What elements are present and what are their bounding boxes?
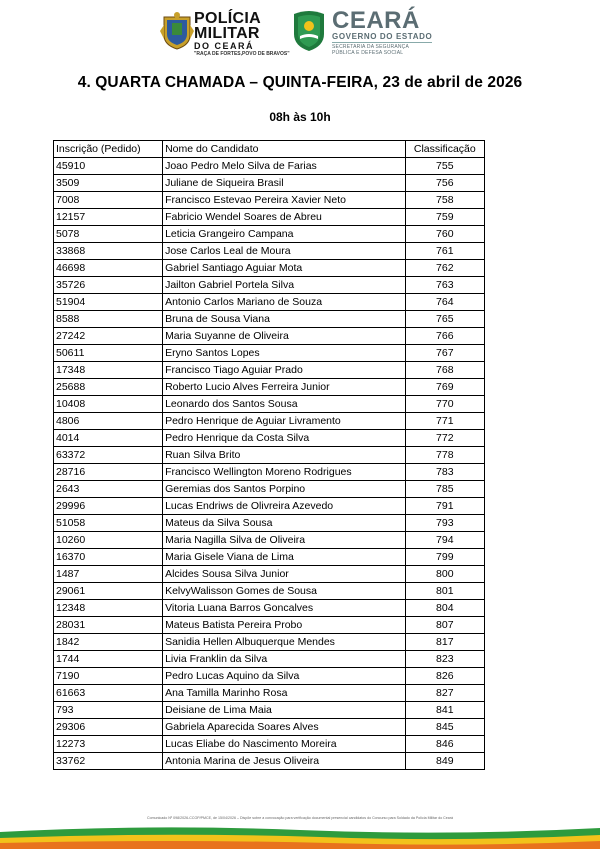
cell-registration: 1842: [54, 634, 163, 651]
table-row: [54, 685, 485, 702]
table-row: [54, 481, 485, 498]
cell-candidate-name: Lucas Eliabe do Nascimento Moreira: [163, 736, 406, 753]
cell-rank: 841: [405, 702, 484, 719]
table-row: [54, 736, 485, 753]
table-row: [54, 192, 485, 209]
cell-registration: 27242: [54, 328, 163, 345]
cell-registration: 1744: [54, 651, 163, 668]
table-row: [54, 277, 485, 294]
cell-rank: 762: [405, 260, 484, 277]
cell-rank: 778: [405, 447, 484, 464]
table-row: [54, 617, 485, 634]
cell-rank: 823: [405, 651, 484, 668]
cell-registration: 45910: [54, 158, 163, 175]
schedule-time: 08h às 10h: [269, 110, 331, 124]
cell-candidate-name: Sanidia Hellen Albuquerque Mendes: [163, 634, 406, 651]
cell-registration: 4014: [54, 430, 163, 447]
cell-candidate-name: Juliane de Siqueira Brasil: [163, 175, 406, 192]
table-row: [54, 515, 485, 532]
table-row: [54, 362, 485, 379]
cell-registration: 7190: [54, 668, 163, 685]
pm-line1: POLÍCIA: [194, 10, 261, 27]
table-row: [54, 600, 485, 617]
cell-rank: 767: [405, 345, 484, 362]
cell-candidate-name: Maria Gisele Viana de Lima: [163, 549, 406, 566]
cell-registration: 63372: [54, 447, 163, 464]
cell-registration: 10408: [54, 396, 163, 413]
cell-candidate-name: Leticia Grangeiro Campana: [163, 226, 406, 243]
cell-registration: 29061: [54, 583, 163, 600]
table-row: [54, 379, 485, 396]
cell-registration: 61663: [54, 685, 163, 702]
cell-registration: 46698: [54, 260, 163, 277]
table-row: [54, 328, 485, 345]
cell-candidate-name: Fabricio Wendel Soares de Abreu: [163, 209, 406, 226]
ceara-government: GOVERNO DO ESTADO: [332, 32, 433, 41]
table-row: [54, 311, 485, 328]
cell-rank: 845: [405, 719, 484, 736]
ceara-secretariat-line1: SECRETARIA DA SEGURANÇA: [332, 44, 410, 50]
pm-slogan: "RAÇA DE FORTES,POVO DE BRAVOS": [194, 51, 290, 57]
table-row: [54, 430, 485, 447]
cell-candidate-name: Vitoria Luana Barros Goncalves: [163, 600, 406, 617]
cell-registration: 16370: [54, 549, 163, 566]
ceara-secretariat-line2: PÚBLICA E DEFESA SOCIAL: [332, 50, 404, 56]
table-row: [54, 549, 485, 566]
cell-registration: 33762: [54, 753, 163, 770]
table-row: [54, 209, 485, 226]
cell-rank: 846: [405, 736, 484, 753]
cell-registration: 33868: [54, 243, 163, 260]
table-row: [54, 175, 485, 192]
cell-rank: 769: [405, 379, 484, 396]
cell-rank: 785: [405, 481, 484, 498]
cell-registration: 29996: [54, 498, 163, 515]
table-row: [54, 158, 485, 175]
cell-registration: 4806: [54, 413, 163, 430]
cell-candidate-name: Antonia Marina de Jesus Oliveira: [163, 753, 406, 770]
cell-candidate-name: Deisiane de Lima Maia: [163, 702, 406, 719]
cell-candidate-name: Lucas Endriws de Olivreira Azevedo: [163, 498, 406, 515]
table-row: [54, 260, 485, 277]
cell-candidate-name: Maria Nagilla Silva de Oliveira: [163, 532, 406, 549]
cell-rank: 763: [405, 277, 484, 294]
cell-rank: 761: [405, 243, 484, 260]
table-row: [54, 226, 485, 243]
cell-rank: 771: [405, 413, 484, 430]
cell-registration: 12157: [54, 209, 163, 226]
table-row: [54, 447, 485, 464]
cell-rank: 768: [405, 362, 484, 379]
page-header: [150, 8, 450, 56]
cell-registration: 51904: [54, 294, 163, 311]
table-row: [54, 702, 485, 719]
cell-candidate-name: Leonardo dos Santos Sousa: [163, 396, 406, 413]
cell-candidate-name: Francisco Tiago Aguiar Prado: [163, 362, 406, 379]
table-row: [54, 396, 485, 413]
column-header-registration: Inscrição (Pedido): [54, 141, 163, 158]
cell-rank: 849: [405, 753, 484, 770]
cell-registration: 17348: [54, 362, 163, 379]
cell-rank: 764: [405, 294, 484, 311]
table-row: [54, 345, 485, 362]
table-row: [54, 753, 485, 770]
table-row: [54, 532, 485, 549]
table-row: [54, 413, 485, 430]
cell-registration: 793: [54, 702, 163, 719]
cell-registration: 28716: [54, 464, 163, 481]
ceara-divider: [332, 42, 432, 43]
cell-rank: 766: [405, 328, 484, 345]
cell-rank: 783: [405, 464, 484, 481]
cell-candidate-name: Livia Franklin da Silva: [163, 651, 406, 668]
table-row: [54, 719, 485, 736]
cell-rank: 804: [405, 600, 484, 617]
cell-candidate-name: Francisco Estevao Pereira Xavier Neto: [163, 192, 406, 209]
cell-candidate-name: Roberto Lucio Alves Ferreira Junior: [163, 379, 406, 396]
cell-rank: 807: [405, 617, 484, 634]
cell-candidate-name: Pedro Lucas Aquino da Silva: [163, 668, 406, 685]
cell-registration: 28031: [54, 617, 163, 634]
cell-rank: 817: [405, 634, 484, 651]
footer-note: Comunicado Nº 098/2026-CCOP/PMCE, de 15/04/2026 – Dispõe sobre a convocação para verificação documental presencial candidatos do Concurso para Soldado da Polícia Militar do Ceará: [147, 816, 453, 820]
cell-rank: 801: [405, 583, 484, 600]
table-row: [54, 583, 485, 600]
cell-candidate-name: Gabriel Santiago Aguiar Mota: [163, 260, 406, 277]
table-row: [54, 668, 485, 685]
cell-candidate-name: Mateus Batista Pereira Probo: [163, 617, 406, 634]
cell-candidate-name: Joao Pedro Melo Silva de Farias: [163, 158, 406, 175]
cell-rank: 772: [405, 430, 484, 447]
cell-rank: 793: [405, 515, 484, 532]
column-header-rank: Classificação: [405, 141, 484, 158]
cell-rank: 826: [405, 668, 484, 685]
cell-candidate-name: Alcides Sousa Silva Junior: [163, 566, 406, 583]
cell-rank: 759: [405, 209, 484, 226]
table-row: [54, 566, 485, 583]
table-row: [54, 651, 485, 668]
cell-rank: 827: [405, 685, 484, 702]
candidates-table: [53, 140, 485, 770]
cell-rank: 791: [405, 498, 484, 515]
cell-candidate-name: Jose Carlos Leal de Moura: [163, 243, 406, 260]
cell-registration: 3509: [54, 175, 163, 192]
table-row: [54, 294, 485, 311]
cell-rank: 800: [405, 566, 484, 583]
cell-rank: 760: [405, 226, 484, 243]
cell-candidate-name: Jailton Gabriel Portela Silva: [163, 277, 406, 294]
cell-candidate-name: Mateus da Silva Sousa: [163, 515, 406, 532]
cell-registration: 2643: [54, 481, 163, 498]
cell-candidate-name: Ruan Silva Brito: [163, 447, 406, 464]
cell-registration: 35726: [54, 277, 163, 294]
page-title: 4. QUARTA CHAMADA – QUINTA-FEIRA, 23 de abril de 2026: [77, 74, 523, 91]
table-body: [54, 158, 485, 770]
cell-rank: 758: [405, 192, 484, 209]
cell-rank: 756: [405, 175, 484, 192]
cell-registration: 25688: [54, 379, 163, 396]
cell-candidate-name: Bruna de Sousa Viana: [163, 311, 406, 328]
table-row: [54, 243, 485, 260]
cell-registration: 50611: [54, 345, 163, 362]
cell-rank: 765: [405, 311, 484, 328]
pm-line3: DO CEARÁ: [194, 41, 255, 51]
ceara-wordmark: [332, 7, 433, 56]
cell-candidate-name: Eryno Santos Lopes: [163, 345, 406, 362]
cell-rank: 799: [405, 549, 484, 566]
table-row: [54, 634, 485, 651]
table-row: [54, 464, 485, 481]
cell-registration: 10260: [54, 532, 163, 549]
cell-registration: 29306: [54, 719, 163, 736]
cell-candidate-name: Antonio Carlos Mariano de Souza: [163, 294, 406, 311]
table-header-row: [54, 141, 485, 158]
cell-rank: 755: [405, 158, 484, 175]
cell-candidate-name: Ana Tamilla Marinho Rosa: [163, 685, 406, 702]
cell-candidate-name: KelvyWalisson Gomes de Sousa: [163, 583, 406, 600]
cell-candidate-name: Gabriela Aparecida Soares Alves: [163, 719, 406, 736]
cell-rank: 770: [405, 396, 484, 413]
footer-color-band: [0, 824, 600, 849]
cell-rank: 794: [405, 532, 484, 549]
cell-registration: 7008: [54, 192, 163, 209]
pm-wordmark: [194, 11, 290, 58]
cell-registration: 8588: [54, 311, 163, 328]
cell-registration: 1487: [54, 566, 163, 583]
cell-candidate-name: Maria Suyanne de Oliveira: [163, 328, 406, 345]
cell-registration: 5078: [54, 226, 163, 243]
cell-candidate-name: Francisco Wellington Moreno Rodrigues: [163, 464, 406, 481]
cell-candidate-name: Pedro Henrique da Costa Silva: [163, 430, 406, 447]
cell-candidate-name: Geremias dos Santos Porpino: [163, 481, 406, 498]
cell-registration: 51058: [54, 515, 163, 532]
ceara-emblem-icon: [290, 8, 328, 52]
ceara-title: CEARÁ: [332, 7, 420, 34]
pm-line2: MILITAR: [194, 25, 260, 42]
table-row: [54, 498, 485, 515]
cell-candidate-name: Pedro Henrique de Aguiar Livramento: [163, 413, 406, 430]
pm-coat-of-arms-icon: [158, 11, 196, 51]
cell-registration: 12273: [54, 736, 163, 753]
cell-registration: 12348: [54, 600, 163, 617]
column-header-name: Nome do Candidato: [163, 141, 406, 158]
